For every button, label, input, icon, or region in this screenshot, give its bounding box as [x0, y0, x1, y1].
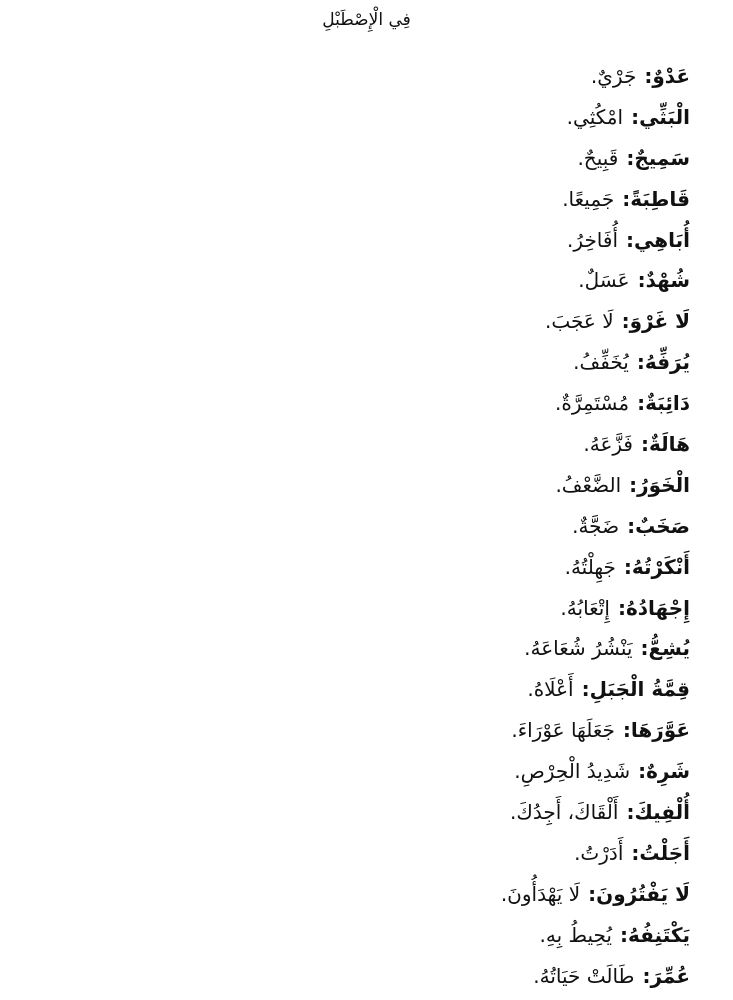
term-separator: : [640, 636, 649, 661]
glossary-term: يُشِعُّ [648, 636, 690, 661]
glossary-entry [40, 301, 690, 342]
term-separator: : [626, 227, 635, 252]
term-separator: : [631, 840, 640, 865]
glossary-term: لَا يَفْتُرُونَ [596, 881, 690, 906]
glossary-definition: يَنْشُرُ شُعَاعَهُ. [524, 636, 633, 661]
glossary-entry [40, 179, 690, 220]
term-separator: : [631, 104, 640, 129]
glossary-term: إِجْهَادُهُ [625, 595, 690, 620]
glossary-definition: أَعْلَاهُ. [527, 677, 574, 702]
glossary-term: يَكْتَنِفُهُ [628, 922, 690, 947]
glossary-entry [40, 874, 690, 915]
glossary-definition: عَسَلٌ. [578, 268, 630, 293]
glossary-entry [40, 792, 690, 833]
glossary-entry [40, 424, 690, 465]
term-separator: : [626, 800, 635, 825]
glossary-entry [40, 751, 690, 792]
term-separator: : [642, 963, 651, 988]
term-separator: : [629, 472, 638, 497]
glossary-term: شَرِهٌ [646, 759, 690, 784]
glossary-definition: أَلْقَاكَ، أَجِدُكَ. [510, 800, 619, 825]
glossary-term: دَائِبَةٌ [645, 391, 690, 416]
glossary-definition: قَبِيحٌ. [577, 145, 619, 170]
term-separator: : [626, 145, 635, 170]
glossary-term: الْبَثِّي [639, 104, 690, 129]
glossary-term: عُمِّرَ [650, 963, 690, 988]
glossary-entry [40, 342, 690, 383]
glossary-list [40, 56, 690, 996]
glossary-entry [40, 138, 690, 179]
glossary-term: أَجَلْتُ [639, 840, 690, 865]
term-separator: : [623, 554, 632, 579]
glossary-term: شُهْدٌ [645, 268, 690, 293]
glossary-term: يُرَفِّهُ [644, 350, 690, 375]
glossary-definition: لَا عَجَبَ. [545, 309, 614, 334]
glossary-definition: إِتْعَابُهُ. [560, 595, 610, 620]
glossary-entry [40, 506, 690, 547]
page-title: فِي الْإِصْطَبْلِ [322, 10, 411, 30]
glossary-entry [40, 97, 690, 138]
glossary-definition: يُحِيطُ بِهِ. [539, 922, 612, 947]
glossary-entry [40, 383, 690, 424]
glossary-term: قَاطِبَةً [630, 186, 690, 211]
glossary-definition: لَا يَهْدَأُونَ. [500, 881, 581, 906]
glossary-term: الْخَوَرُ [637, 472, 690, 497]
glossary-entry [40, 588, 690, 629]
term-separator: : [617, 595, 626, 620]
glossary-term: أُبَاهِي [634, 227, 690, 252]
glossary-entry [40, 220, 690, 261]
glossary-term: لَا غَرْوَ [629, 309, 690, 334]
term-separator: : [620, 922, 628, 947]
term-separator: : [636, 350, 645, 375]
glossary-definition: أُفَاخِرُ. [567, 227, 619, 252]
term-separator: : [588, 881, 597, 906]
glossary-definition: فَزَّعَهُ. [583, 432, 633, 457]
glossary-entry [40, 956, 690, 997]
term-separator: : [637, 268, 646, 293]
glossary-term: هَالَةٌ [648, 432, 690, 457]
glossary-definition: مُسْتَمِرَّةٌ. [555, 391, 630, 416]
glossary-definition: الضَّعْفُ. [555, 472, 622, 497]
glossary-definition: أَدَرْتُ. [574, 840, 624, 865]
term-separator: : [638, 759, 647, 784]
term-separator: : [581, 677, 590, 702]
term-separator: : [622, 718, 631, 743]
glossary-definition: طَالَتْ حَيَاتُهُ. [533, 963, 635, 988]
glossary-definition: جَهِلْتُهُ. [564, 554, 616, 579]
glossary-definition: ضَجَّةٌ. [572, 513, 620, 538]
term-separator: : [621, 309, 630, 334]
glossary-entry [40, 260, 690, 301]
glossary-entry [40, 465, 690, 506]
glossary-definition: جَرْيٌ. [590, 64, 637, 88]
glossary-term: عَوَّرَهَا [630, 718, 690, 743]
term-separator: : [622, 186, 631, 211]
glossary-entry [40, 628, 690, 669]
glossary-definition: جَمِيعًا. [562, 186, 615, 211]
term-separator: : [640, 432, 649, 457]
glossary-definition: يُخَفِّفُ. [573, 350, 629, 375]
glossary-entry [40, 669, 690, 710]
glossary-entry [40, 915, 690, 956]
term-separator: : [644, 64, 653, 88]
glossary-term: سَمِيجٌ [634, 145, 690, 170]
glossary-term: قِمَّةُ الْجَبَلِ [589, 677, 690, 702]
glossary-entry [40, 710, 690, 751]
glossary-definition: جَعَلَهَا عَوْرَاءَ. [511, 718, 615, 743]
glossary-definition: امْكُثِي. [566, 104, 624, 129]
term-separator: : [637, 391, 646, 416]
glossary-term: أُلْفِيكَ [634, 800, 690, 825]
glossary-term: أَنْكَرْتُهُ [631, 554, 690, 579]
glossary-entry [40, 833, 690, 874]
glossary-term: عَدْوٌ [652, 64, 690, 88]
glossary-term: صَخَبٌ [635, 513, 690, 538]
glossary-definition: شَدِيدُ الْحِرْصِ. [514, 759, 631, 784]
glossary-entry [40, 56, 690, 97]
term-separator: : [627, 513, 636, 538]
glossary-entry [40, 547, 690, 588]
